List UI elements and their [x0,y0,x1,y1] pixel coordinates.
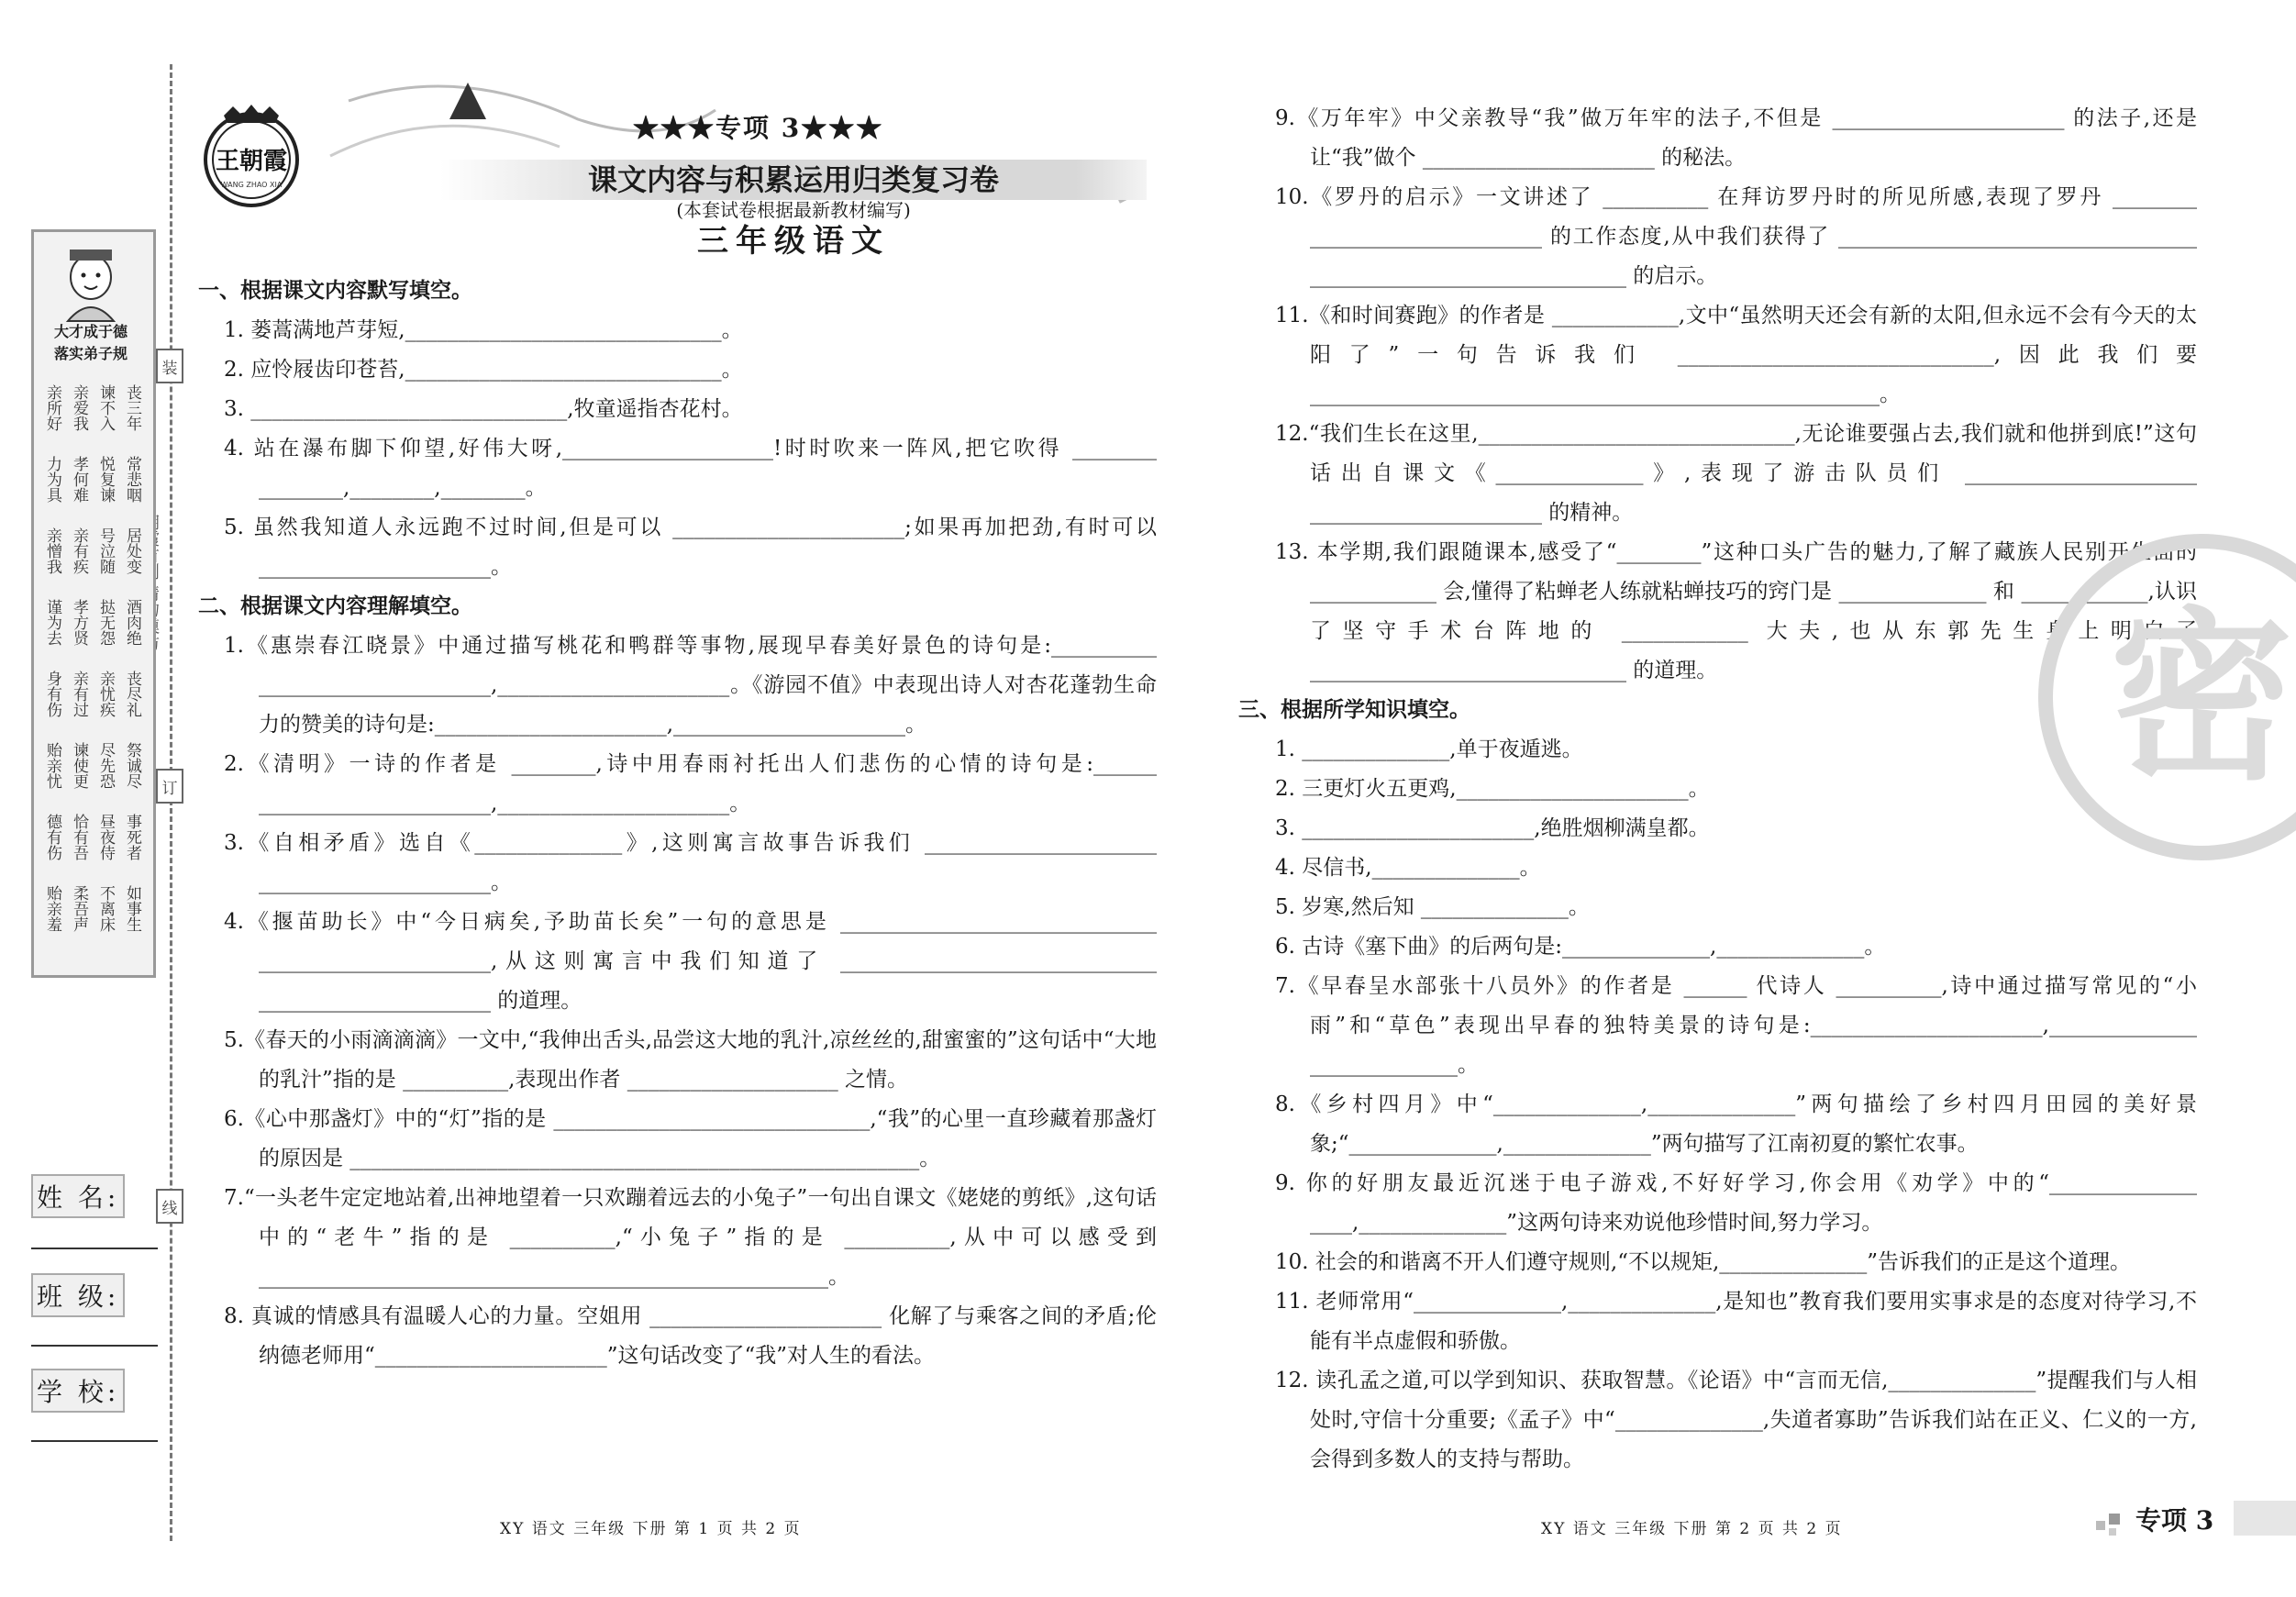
question: 3. ______________________________,牧童遥指杏花村。 [224,397,743,421]
rule-phrase: 事死者 [123,813,141,860]
question: 11.《和时间赛跑》的作者是 ____________,文中“虽然明天还会有新的太阳,但永远不会有今天的太阳了”一句告诉我们 ______________________________,因此我们要 ______________________________________________________。 [1275,304,2197,406]
question: 6. 古诗《塞下曲》的后两句是:______________,______________。 [1275,935,1886,959]
question: 2. 三更灯火五更鸡,______________________。 [1275,777,1710,801]
rule-phrase: 丧三年 [123,383,141,431]
question: 5. 岁寒,然后知 ______________。 [1275,895,1590,919]
question: 12.“我们生长在这里,______________________________,无论谁要强占去,我们就和他拼到底!”这句话出自课文《______________》,表现了游击队员们 ______________________ ______________________ 的精神。 [1275,422,2197,525]
question: 6.《心中那盏灯》中的“灯”指的是 ______________________________,“我”的心里一直珍藏着那盏灯的原因是 ______________________________________________________。 [224,1107,1157,1170]
rules-grid [39,376,145,948]
footer-right: XY 语文 三年级 下册 第 2 页 共 2 页 [1541,1520,1843,1538]
page-title: 课文内容与积累运用归类复习卷 [587,162,999,197]
section-heading: 二、根据课文内容理解填空。 [198,594,472,618]
rule-phrase: 贻亲忧 [43,741,61,789]
question: 2.《清明》一诗的作者是 ________,诗中用春雨衬托出人们悲伤的心情的诗句是:______ ______________________,______________________。 [224,752,1157,815]
rule-phrase: 谨为去 [43,598,61,646]
rule-phrase: 常悲咽 [123,455,141,503]
rule-phrase: 悦复谏 [96,455,115,503]
topic-badge: ★★★专项 3★★★ [633,113,884,143]
school-field-label: 学 校: [31,1369,125,1413]
rule-phrase: 居处变 [123,527,141,574]
rule-phrase: 身有伤 [43,670,61,717]
rule-phrase: 亲忧疾 [96,670,115,717]
section-heading: 三、根据所学知识填空。 [1238,698,1470,722]
rule-phrase: 贻亲羞 [43,884,61,932]
name-field-label: 姓 名: [31,1174,125,1218]
question: 7.“一头老牛定定地站着,出神地望着一只欢蹦着远去的小兔子”一句出自课文《姥姥的剪纸》,这句话中的“老牛”指的是 __________,“小兔子”指的是 __________,从中可以感受到 ______________________________________________________。 [224,1186,1157,1289]
rule-phrase: 号泣随 [96,527,115,574]
question: 5.《春天的小雨滴滴滴》一文中,“我伸出舌头,品尝这大地的乳汁,凉丝丝的,甜蜜蜜的”这句话中“大地的乳汁”指的是 __________,表现出作者 ____________________ 之情。 [224,1028,1157,1092]
motto-line: 落实弟子规 [53,345,128,362]
question: 1.《惠崇春江晓景》中通过描写桃花和鸭群等事物,展现早春美好景色的诗句是:__________ ______________________,______________________。《游园不值》中表现出诗人对杏花蓬勃生命力的赞美的诗句是:______________________,______________________。 [224,634,1157,737]
question: 7.《早春呈水部张十八员外》的作者是 ______ 代诗人 __________,诗中通过描写常见的“小雨”和“草色”表现出早春的独特美景的诗句是:______________________,______________ ______________。 [1275,974,2197,1077]
rule-phrase: 亲爱我 [70,383,88,431]
question: 10. 社会的和谐离不开人们遵守规则,“不以规矩,______________”告诉我们的正是这个道理。 [1275,1250,2132,1274]
cut-mark: 订 [156,769,183,804]
question: 4. 尽信书,______________。 [1275,856,1541,880]
question: 5. 虽然我知道人永远跑不过时间,但是可以 ______________________;如果再加把劲,有时可以 ______________________。 [224,516,1157,579]
question: 9. 你的好朋友最近沉迷于电子游戏,不好好学习,你会用《劝学》中的“______________ ____,______________”这两句诗来劝说他珍惜时间,努力学习。 [1275,1171,2197,1235]
section-heading: 一、根据课文内容默写填空。 [198,279,472,303]
rule-phrase: 如事生 [123,884,141,932]
confidential-seal-icon [2018,514,2296,881]
cut-mark: 线 [156,1189,183,1224]
school-field-line[interactable] [31,1440,158,1442]
rule-phrase: 力为具 [43,455,61,503]
question: 12. 读孔孟之道,可以学到知识、获取智慧。《论语》中“言而无信,______________”提醒我们与人相处时,守信十分重要;《孟子》中“______________,失道者寡助”告诉我们站在正义、仁义的一方,会得到多数人的支持与帮助。 [1275,1369,2197,1471]
question: 1. ______________,单于夜遁逃。 [1275,738,1583,761]
rule-phrase: 祭诚尽 [123,741,141,789]
class-field-label: 班 级: [31,1273,125,1317]
question: 11. 老师常用“______________,______________,是知也”教育我们要用实事求是的态度对待学习,不能有半点虚假和骄傲。 [1275,1290,2197,1353]
left-column [198,272,1157,1376]
question: 9.《万年牢》中父亲教导“我”做万年牢的法子,不但是 ______________________ 的法子,还是让“我”做个 ______________________ 的秘法。 [1275,106,2197,170]
cut-mark: 装 [156,349,183,383]
topic-tab-label: 专项 3 [2135,1505,2214,1536]
rule-phrase: 挞无怨 [96,598,115,646]
rule-phrase: 亲有疾 [70,527,88,574]
rule-phrase: 酒肉绝 [123,598,141,646]
name-field-line[interactable] [31,1248,158,1249]
seal-text: 密 [2109,592,2294,805]
question: 4.《揠苗助长》中“今日病矣,予助苗长矣”一句的意思是 ______________________________ ______________________,从这则寓言中我们知道了 ______________________________ ______________________ 的道理。 [224,910,1157,1013]
question: 8. 真诚的情感具有温暖人心的力量。空姐用 ______________________ 化解了与乘客之间的矛盾;伦纳德老师用“______________________”这句话改变了“我”对人生的看法。 [224,1304,1157,1368]
question: 4. 站在瀑布脚下仰望,好伟大呀,____________________!时时吹来一阵风,把它吹得 ________ ________,________,________。 [224,437,1157,500]
question: 10.《罗丹的启示》一文讲述了 __________ 在拜访罗丹时的所见所感,表现了罗丹 ________ ______________________ 的工作态度,从中我们获得了 __________________________________ ______________________________ 的启示。 [1275,185,2197,288]
footer-left: XY 语文 三年级 下册 第 1 页 共 2 页 [500,1520,802,1538]
question: 3. ______________________,绝胜烟柳满皇都。 [1275,816,1710,840]
question: 8.《乡村四月》中“______________,______________”两句描绘了乡村四月田园的美好景象;“______________,______________”两句描写了江南初夏的繁忙农事。 [1275,1092,2197,1156]
rule-phrase: 恰有吾 [70,813,88,860]
question: 2. 应怜屐齿印苍苔,______________________________。 [224,358,743,382]
question: 1. 蒌蒿满地芦芽短,______________________________。 [224,318,743,342]
grade-title: 三年级语文 [697,223,890,260]
rule-phrase: 不离床 [96,884,115,932]
rule-phrase: 尽先恐 [96,741,115,789]
svg-text:WANG ZHAO XIA: WANG ZHAO XIA [220,181,283,189]
rule-phrase: 柔吾声 [70,884,88,932]
class-field-line[interactable] [31,1345,158,1347]
motto [31,321,150,365]
rule-phrase: 亲有过 [70,670,88,717]
page-subtitle: (本套试卷根据最新教材编写) [676,199,911,221]
rule-phrase: 谏使更 [70,741,88,789]
scholar-figure-icon [31,229,150,330]
rule-phrase: 孝何难 [70,455,88,503]
rule-phrase: 谏不入 [96,383,115,431]
rule-phrase: 亲所好 [43,383,61,431]
publisher-logo-icon [196,103,306,213]
rule-phrase: 孝方贤 [70,598,88,646]
rule-phrase: 丧尽礼 [123,670,141,717]
rule-phrase: 亲憎我 [43,527,61,574]
question: 13. 本学期,我们跟随课本,感受了“________”这种口头广告的魅力,了解了藏族人民别开生面的 ____________ 会,懂得了粘蝉老人练就粘蝉技巧的窍门是 ______________ 和 ____________,认识了坚守手术台阵地的 ____________ 大夫,也从东郭先生身上明白了 ______________________________ 的道理。 [1275,540,2197,682]
svg-text:王朝霞: 王朝霞 [215,148,288,175]
motto-line: 大才成于德 [53,323,128,340]
rule-phrase: 德有伤 [43,813,61,860]
rule-phrase: 昼夜侍 [96,813,115,860]
question: 3.《自相矛盾》选自《______________》,这则寓言故事告诉我们 ______________________ ______________________。 [224,831,1157,894]
